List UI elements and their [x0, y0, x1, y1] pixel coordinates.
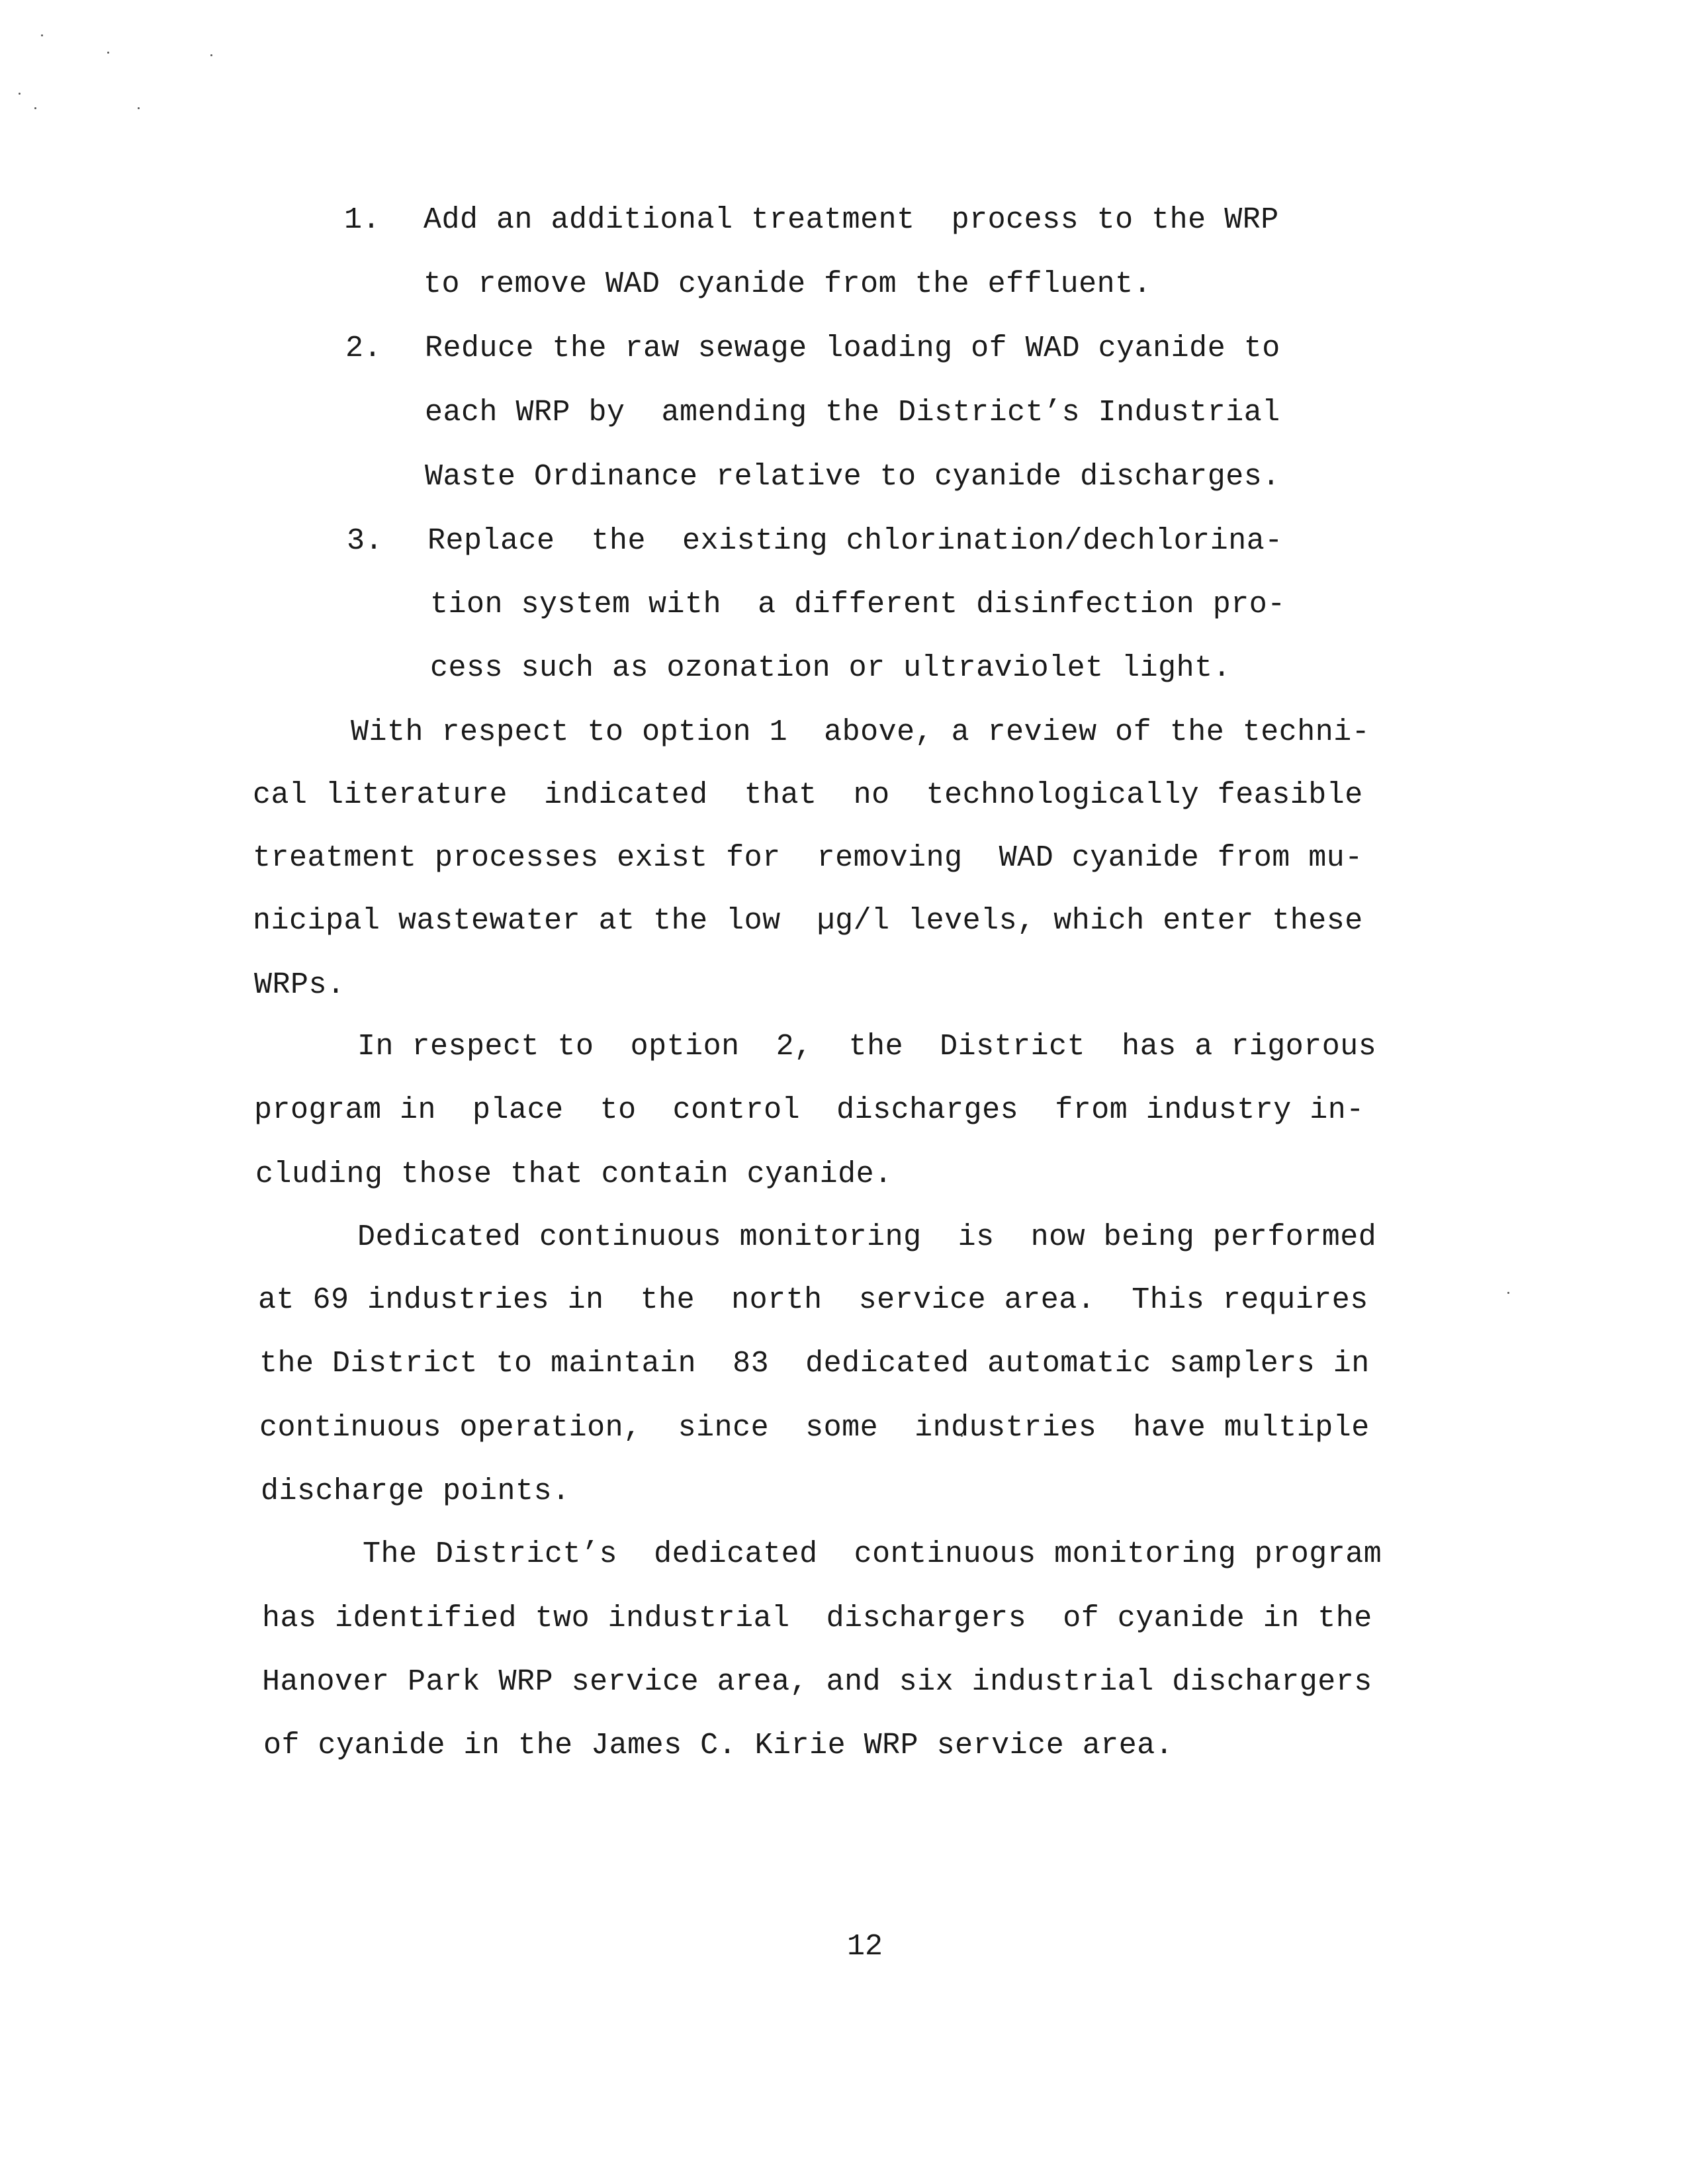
scan-speck — [34, 107, 36, 109]
scan-speck — [107, 52, 109, 54]
paragraph-line: WRPs. — [254, 968, 345, 1002]
list-item-number: 2. — [345, 332, 382, 365]
paragraph-line: treatment processes exist for removing WAD cyanide from mu- — [253, 841, 1363, 875]
paragraph-line: Dedicated continuous monitoring is now being performed — [357, 1220, 1377, 1254]
list-item-line: tion system with a different disinfection pro- — [430, 588, 1286, 621]
paragraph-line: program in place to control discharges from industry in- — [254, 1093, 1364, 1127]
list-item-line: Reduce the raw sewage loading of WAD cyanide to — [425, 332, 1280, 365]
paragraph-line: at 69 industries in the north service area. This requires — [258, 1283, 1368, 1317]
paragraph-line: has identified two industrial dischargers of cyanide in the — [262, 1602, 1372, 1635]
paragraph-line: cal literature indicated that no technologically feasible — [253, 778, 1363, 812]
list-item-line: Replace the existing chlorination/dechlorina- — [427, 524, 1283, 558]
scan-speck — [1507, 1292, 1509, 1294]
scan-speck — [41, 34, 43, 36]
list-item-number: 1. — [344, 203, 381, 237]
page-number: 12 — [847, 1930, 883, 1964]
scan-speck — [210, 54, 212, 56]
paragraph-line: The District’s dedicated continuous monitoring program — [363, 1537, 1382, 1571]
scan-speck — [19, 93, 21, 95]
list-item-line: each WRP by amending the District’s Industrial — [425, 396, 1280, 430]
list-item-line: cess such as ozonation or ultraviolet light. — [430, 651, 1231, 685]
list-item-line: to remove WAD cyanide from the effluent. — [424, 267, 1152, 301]
scan-speck — [138, 107, 140, 109]
paragraph-line: cluding those that contain cyanide. — [255, 1158, 893, 1191]
list-item-line: Waste Ordinance relative to cyanide discharges. — [425, 460, 1280, 494]
paragraph-line: Hanover Park WRP service area, and six industrial dischargers — [262, 1665, 1372, 1699]
list-item-number: 3. — [347, 524, 384, 558]
paragraph-line: nicipal wastewater at the low µg/l levels, which enter these — [253, 904, 1363, 938]
paragraph-line: In respect to option 2, the District has a rigorous — [357, 1030, 1377, 1064]
paragraph-line: With respect to option 1 above, a review of the techni- — [351, 715, 1370, 749]
paragraph-line: discharge points. — [261, 1475, 570, 1508]
paragraph-line: continuous operation, since some industries have multiple — [259, 1411, 1370, 1445]
paragraph-line: the District to maintain 83 dedicated automatic samplers in — [259, 1347, 1370, 1381]
paragraph-line: of cyanide in the James C. Kirie WRP service area. — [263, 1729, 1174, 1762]
list-item-line: Add an additional treatment process to the WRP — [424, 203, 1279, 237]
